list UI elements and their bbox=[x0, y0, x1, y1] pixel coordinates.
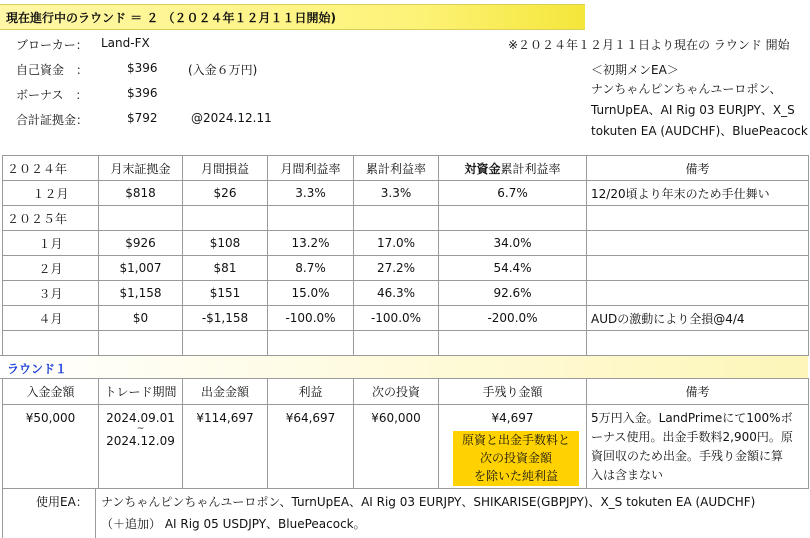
table-cell bbox=[354, 206, 439, 231]
header-bold-part: 対資金 bbox=[464, 161, 501, 176]
note-line: 5万円入金。LandPrimeにて100%ボ bbox=[591, 411, 793, 425]
table-cell: 3.3% bbox=[354, 181, 439, 206]
table-row bbox=[3, 181, 809, 206]
table-cell: ４月 bbox=[3, 306, 99, 331]
table-cell: 13.2% bbox=[268, 231, 354, 256]
margin-label: 合計証拠金： bbox=[16, 113, 89, 127]
initial-ea-line: ナンちゃんピンちゃんユーロポン、 bbox=[591, 82, 782, 96]
round1-section-bar bbox=[0, 355, 808, 379]
equity-value: $396 bbox=[127, 61, 158, 75]
period-start: 2024.09.01 bbox=[106, 411, 175, 425]
table-cell-note bbox=[587, 281, 809, 306]
table-cell: -$1,158 bbox=[183, 306, 268, 331]
broker-label: ブローカー： bbox=[16, 38, 88, 52]
table-cell bbox=[268, 206, 354, 231]
table-cell: 6.7% bbox=[439, 181, 587, 206]
table-cell: $151 bbox=[183, 281, 268, 306]
equity-label: 自己資金 ： bbox=[16, 63, 89, 77]
current-round-banner bbox=[0, 4, 585, 30]
table-cell: $81 bbox=[183, 256, 268, 281]
period-separator: ~ bbox=[136, 424, 145, 434]
column-header: 備考 bbox=[587, 379, 809, 405]
ea-row-left-border bbox=[2, 488, 3, 538]
round-start-note: ※２０２４年１２月１１日より現在の ラウンド 開始 bbox=[508, 38, 790, 52]
table-cell-note bbox=[587, 231, 809, 256]
column-header-total-return bbox=[439, 156, 587, 181]
withdraw-cell: ¥114,697 bbox=[183, 405, 268, 489]
table-cell bbox=[183, 206, 268, 231]
table-cell bbox=[439, 206, 587, 231]
profit-cell: ¥64,697 bbox=[268, 405, 354, 489]
table-cell-note: AUDの激動により全損@4/4 bbox=[587, 306, 809, 331]
round1-table bbox=[2, 378, 809, 489]
round1-data-row bbox=[3, 405, 809, 489]
table-cell bbox=[354, 331, 439, 356]
table-cell: ３月 bbox=[3, 281, 99, 306]
table-cell bbox=[99, 206, 183, 231]
broker-value: Land-FX bbox=[101, 36, 150, 50]
column-header: 出金金額 bbox=[183, 379, 268, 405]
table-row bbox=[3, 231, 809, 256]
initial-ea-line: TurnUpEA、AI Rig 03 EURJPY、X_S bbox=[591, 103, 795, 117]
initial-ea-line: tokuten EA (AUDCHF)、BluePeacock bbox=[591, 124, 808, 138]
column-header: 月間利益率 bbox=[268, 156, 354, 181]
note-line: 入は含まない bbox=[591, 468, 664, 482]
deposit-cell: ¥50,000 bbox=[3, 405, 99, 489]
callout-line: 原資と出金手数料と bbox=[461, 433, 570, 447]
table-cell: 8.7% bbox=[268, 256, 354, 281]
initial-ea-title: ＜初期メンEA＞ bbox=[591, 63, 679, 77]
table-cell-note bbox=[587, 331, 809, 356]
table-cell: ２月 bbox=[3, 256, 99, 281]
ea-row-divider bbox=[95, 488, 96, 538]
table-cell bbox=[183, 331, 268, 356]
ea-used-label: 使用EA： bbox=[36, 495, 88, 509]
ea-used-line: ナンちゃんピンちゃんユーロポン、TurnUpEA、AI Rig 03 EURJPY、SHIKARISE(GBPJPY)、X_S tokuten EA (AUDCHF) bbox=[101, 495, 756, 509]
table-cell: 27.2% bbox=[354, 256, 439, 281]
table-cell: $0 bbox=[99, 306, 183, 331]
table-cell: $108 bbox=[183, 231, 268, 256]
header-rest-part: 累計利益率 bbox=[500, 161, 561, 176]
bonus-label: ボーナス ： bbox=[16, 88, 88, 102]
equity-note: (入金６万円) bbox=[188, 63, 258, 77]
table-row bbox=[3, 306, 809, 331]
table-cell: 92.6% bbox=[439, 281, 587, 306]
table-cell-note bbox=[587, 206, 809, 231]
table-cell: 54.4% bbox=[439, 256, 587, 281]
table-cell: -100.0% bbox=[268, 306, 354, 331]
monthly-results-table bbox=[2, 155, 809, 356]
callout-line: を除いた純利益 bbox=[473, 469, 558, 483]
next-invest-cell: ¥60,000 bbox=[354, 405, 439, 489]
table-cell bbox=[99, 331, 183, 356]
remaining-cell: ¥4,697 bbox=[439, 405, 587, 489]
current-round-title: 現在進行中のラウンド ＝ ２ （２０２４年１２月１１日開始) bbox=[6, 11, 337, 25]
margin-value: $792 bbox=[127, 111, 158, 125]
bonus-value: $396 bbox=[127, 86, 158, 100]
table-cell: 17.0% bbox=[354, 231, 439, 256]
table-cell: $926 bbox=[99, 231, 183, 256]
table-cell: 46.3% bbox=[354, 281, 439, 306]
table-row bbox=[3, 281, 809, 306]
net-profit-callout bbox=[453, 431, 579, 486]
column-header: 備考 bbox=[587, 156, 809, 181]
period-end: 2024.12.09 bbox=[106, 434, 175, 448]
round1-header-row bbox=[3, 379, 809, 405]
round1-note-cell bbox=[587, 405, 809, 489]
table-cell: 34.0% bbox=[439, 231, 587, 256]
table-cell: -100.0% bbox=[354, 306, 439, 331]
table-row bbox=[3, 206, 809, 231]
column-header: トレード期間 bbox=[99, 379, 183, 405]
table-cell: $1,007 bbox=[99, 256, 183, 281]
table-row bbox=[3, 331, 809, 356]
callout-line: 次の投資金額 bbox=[479, 451, 552, 465]
table-cell: -200.0% bbox=[439, 306, 587, 331]
table-row bbox=[3, 256, 809, 281]
column-header: 利益 bbox=[268, 379, 354, 405]
period-cell bbox=[99, 405, 183, 489]
table-cell bbox=[268, 331, 354, 356]
margin-date: @2024.12.11 bbox=[191, 111, 272, 125]
table-cell: $1,158 bbox=[99, 281, 183, 306]
column-header: 手残り金額 bbox=[439, 379, 587, 405]
note-line: 資回収のため出金。手残り金額に算 bbox=[591, 449, 784, 463]
table-cell bbox=[439, 331, 587, 356]
table-cell-note bbox=[587, 256, 809, 281]
column-header: 月末証拠金 bbox=[99, 156, 183, 181]
round1-title: ラウンド１ bbox=[7, 362, 68, 376]
table-cell: １月 bbox=[3, 231, 99, 256]
table-cell: 15.0% bbox=[268, 281, 354, 306]
table-cell-year: ２０２５年 bbox=[3, 206, 99, 231]
table-cell: 3.3% bbox=[268, 181, 354, 206]
column-header: 次の投資 bbox=[354, 379, 439, 405]
ea-used-line: （＋追加） AI Rig 05 USDJPY、BluePeacock。 bbox=[101, 517, 366, 531]
column-header-year: ２０２４年 bbox=[3, 156, 99, 181]
table-cell: $26 bbox=[183, 181, 268, 206]
table-cell-note: 12/20頃より年末のため手仕舞い bbox=[587, 181, 809, 206]
column-header: 入金金額 bbox=[3, 379, 99, 405]
column-header: 月間損益 bbox=[183, 156, 268, 181]
table-cell bbox=[3, 331, 99, 356]
table-header-row bbox=[3, 156, 809, 181]
note-line: ーナス使用。出金手数料2,900円。原 bbox=[591, 430, 793, 444]
column-header: 累計利益率 bbox=[354, 156, 439, 181]
table-cell: １２月 bbox=[3, 181, 99, 206]
table-cell: $818 bbox=[99, 181, 183, 206]
